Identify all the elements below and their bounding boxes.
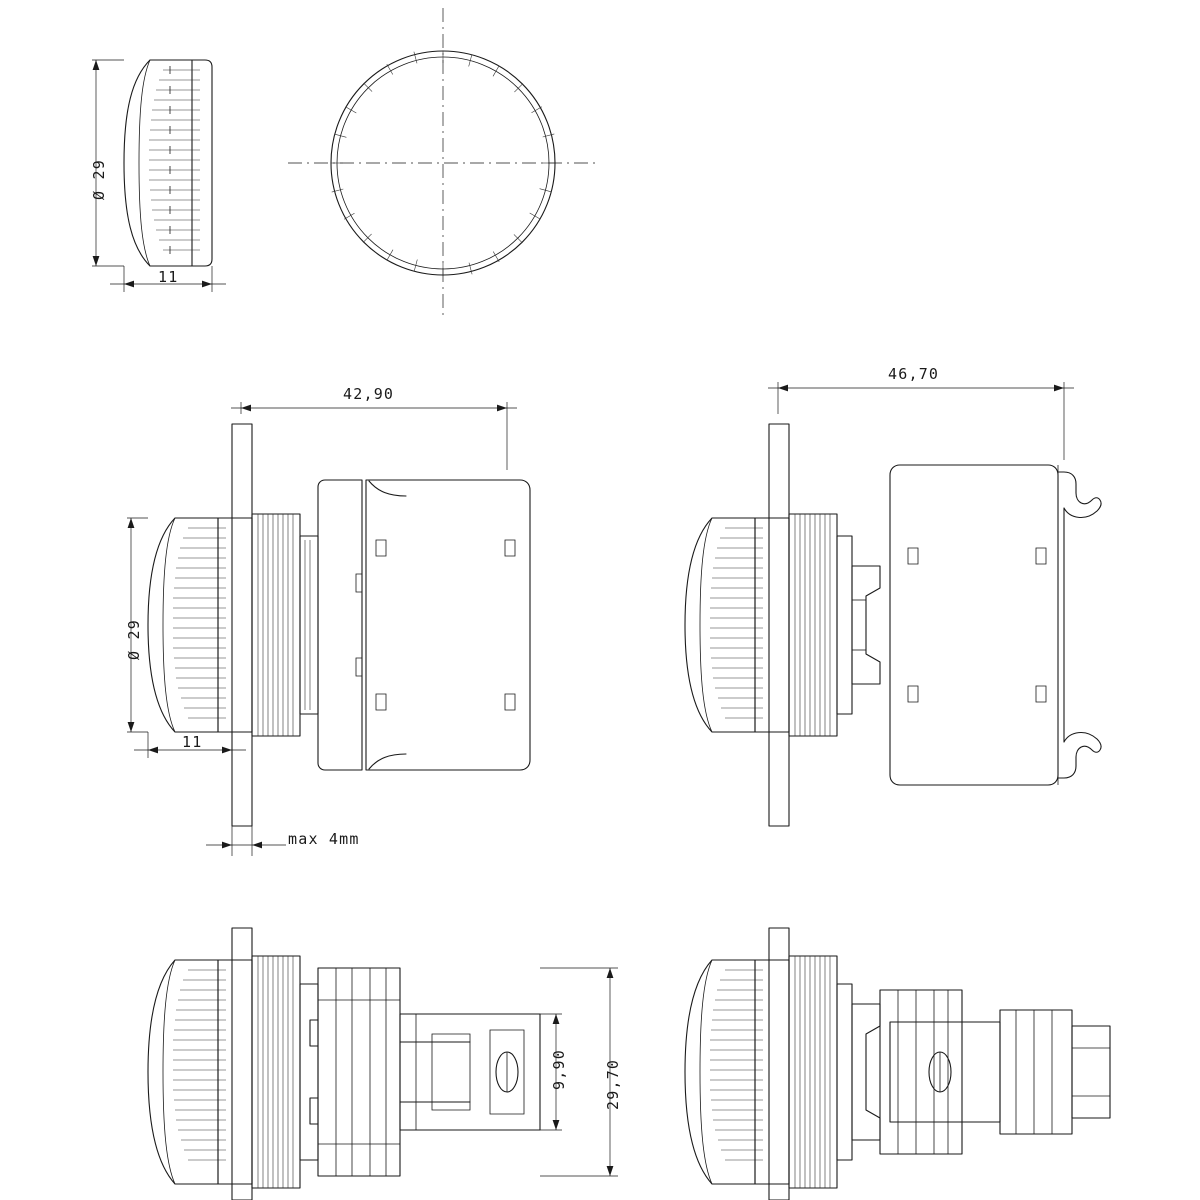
dim-label-dia-29-mid: Ø 29 (125, 619, 143, 660)
dim-label-46-70: 46,70 (888, 365, 940, 383)
dim-label-max-4mm: max 4mm (288, 830, 360, 848)
dim-max-4mm-geometry (206, 826, 286, 856)
view-side-assembly-terminal-short (148, 928, 618, 1200)
dim-label-9-90: 9,90 (550, 1049, 568, 1090)
dim-42-90-geometry (231, 402, 517, 470)
dim-label-11-mid: 11 (182, 733, 203, 751)
view-side-assembly-bracket (685, 382, 1101, 826)
view-front-elevation-head (288, 8, 600, 320)
view-side-assembly-contact-block (127, 402, 530, 856)
dim-label-42-90: 42,90 (343, 385, 395, 403)
dim-label-29-70: 29,70 (604, 1058, 622, 1110)
view-side-elevation-head (92, 60, 226, 292)
dim-label-11-top: 11 (158, 268, 179, 286)
dim-label-dia-29-top: Ø 29 (90, 159, 108, 200)
view-side-assembly-terminal-long (685, 928, 1110, 1200)
dim-46-70-geometry (768, 382, 1074, 460)
